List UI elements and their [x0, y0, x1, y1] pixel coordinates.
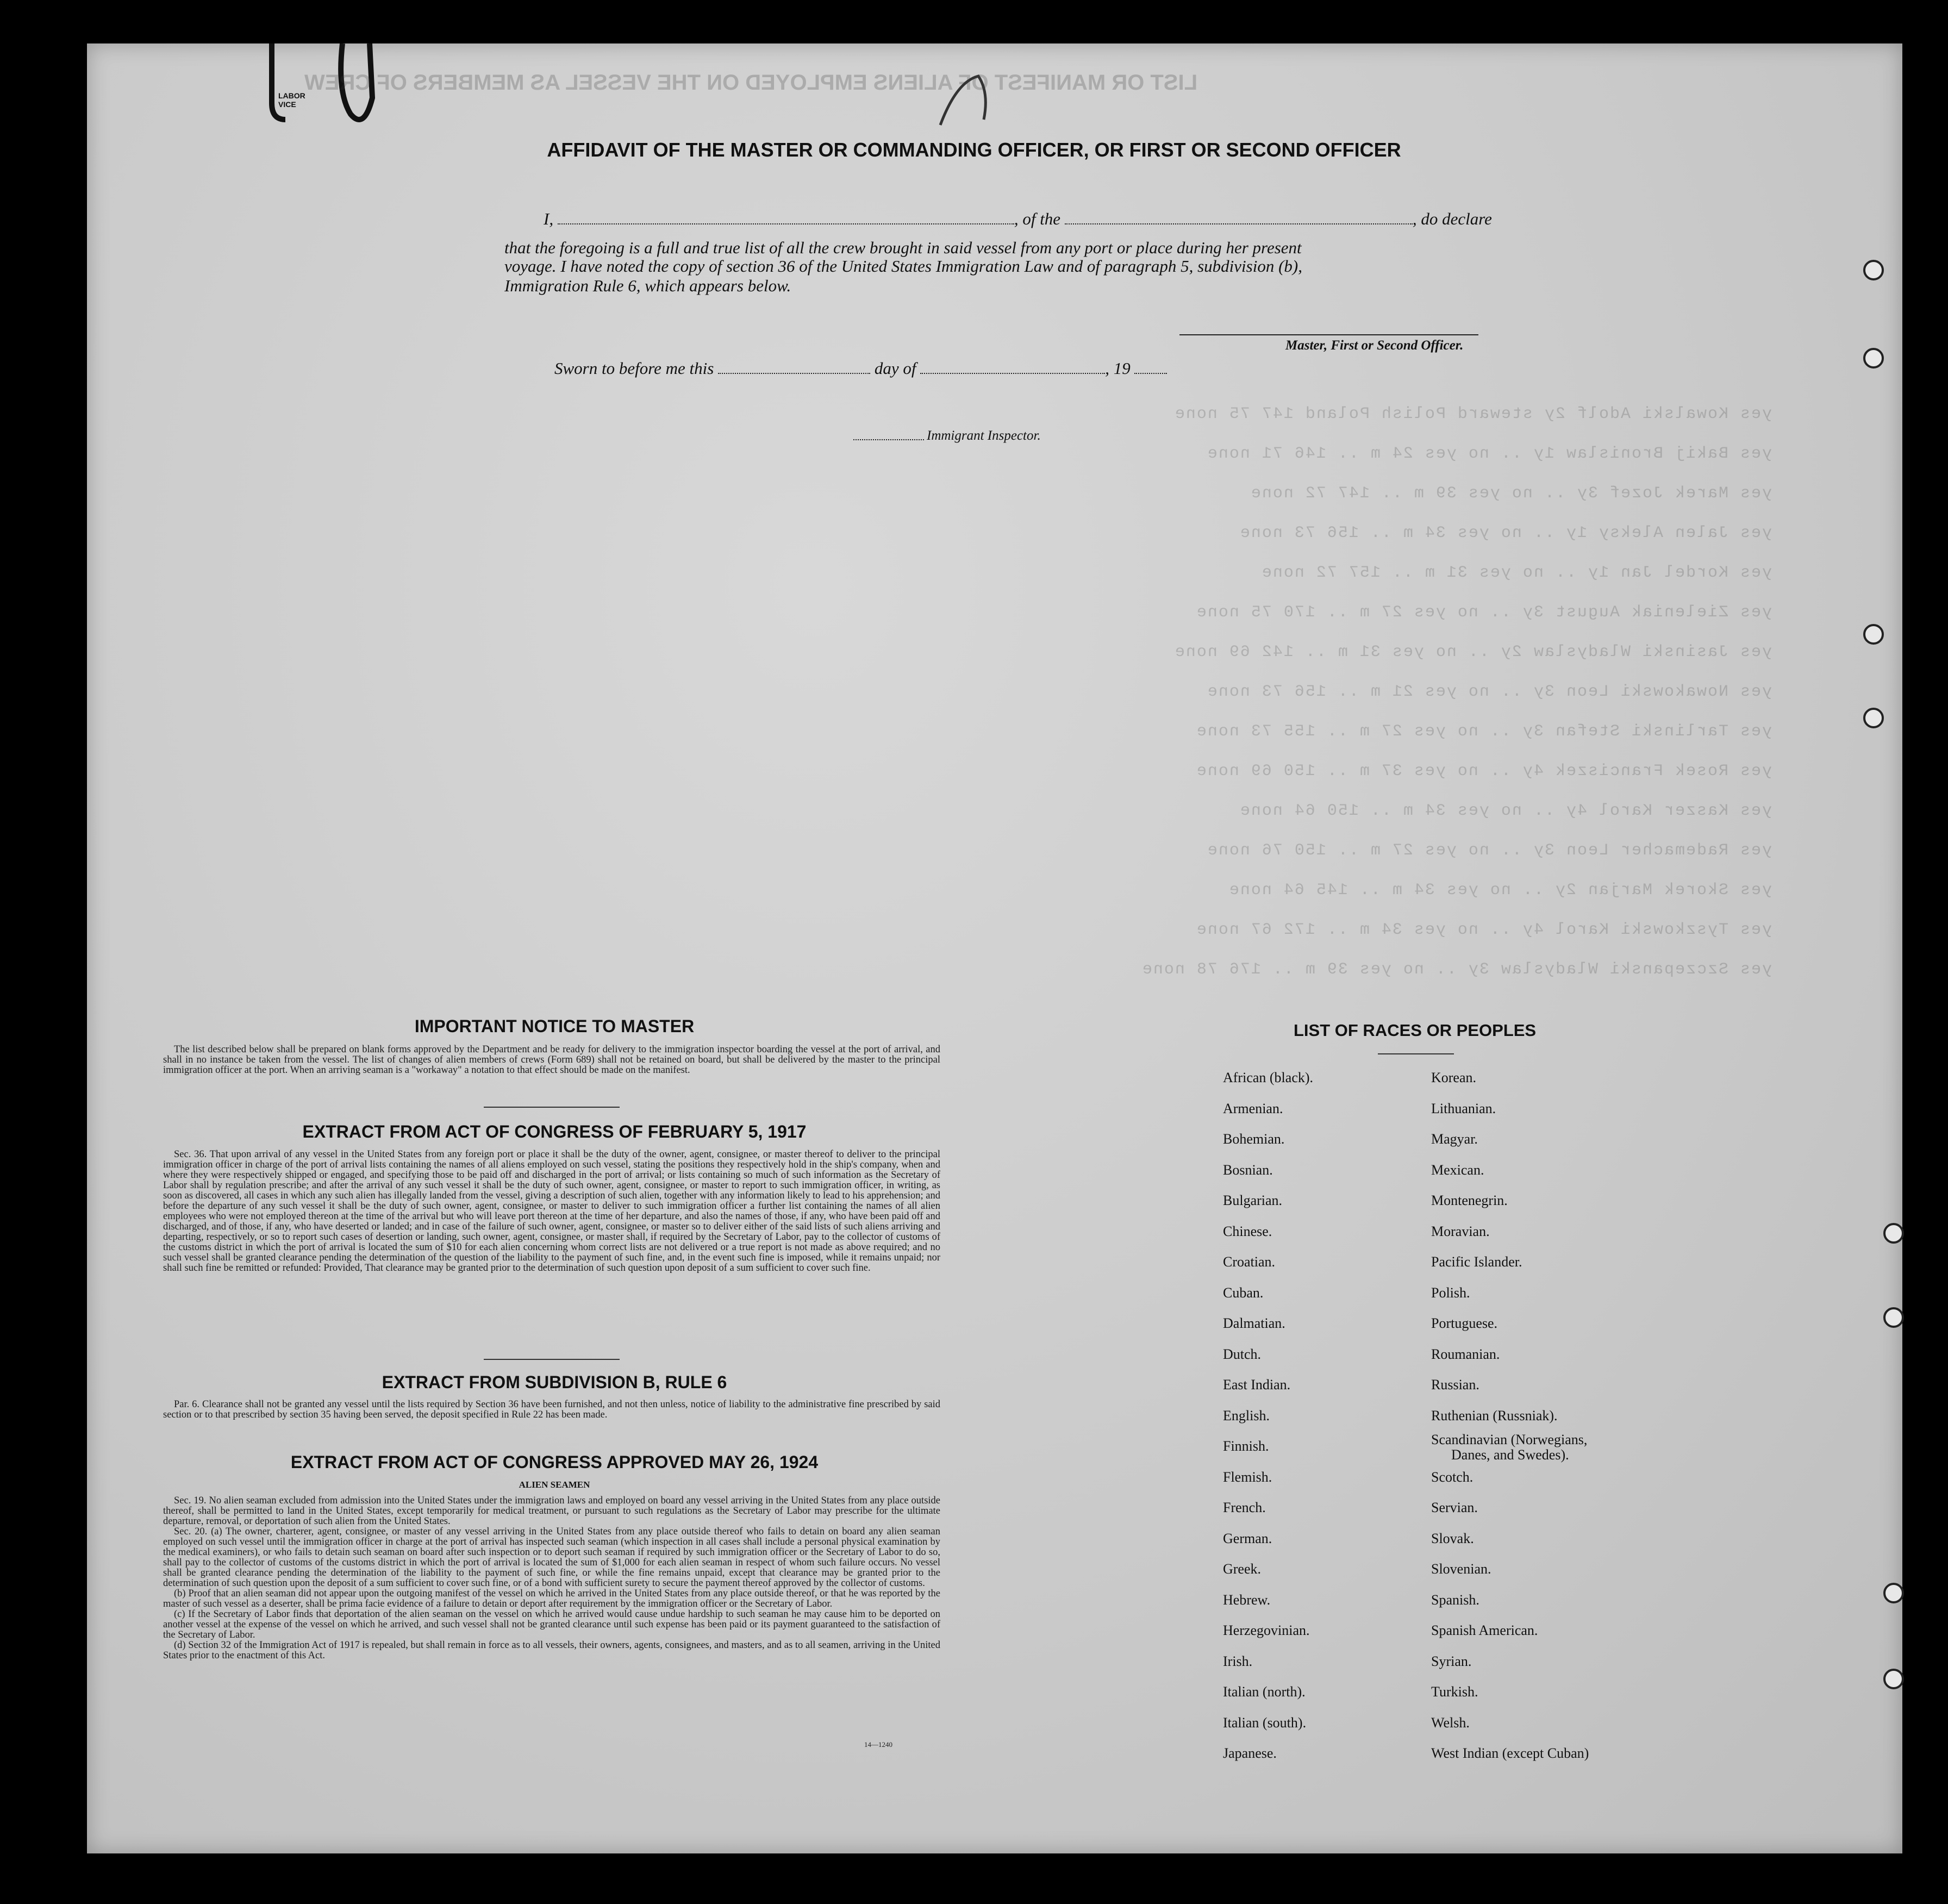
- race-item: Slovak.: [1431, 1530, 1474, 1546]
- punch-hole-3: [1863, 624, 1884, 645]
- race-item: Dalmatian.: [1223, 1315, 1285, 1331]
- extract-1924-text: [163, 1496, 940, 1661]
- extract-1924-title: EXTRACT FROM ACT OF CONGRESS APPROVED MAY 26, 1924: [290, 1452, 819, 1472]
- bleed-row: yes Rosek Franciszek 4y .. no yes 37 m .. 150 69 none: [1195, 762, 1772, 781]
- race-item: Mexican.: [1431, 1162, 1484, 1178]
- race-item: Polish.: [1431, 1284, 1470, 1301]
- extract-1924-subtitle: ALIEN SEAMEN: [519, 1479, 590, 1490]
- race-item: Italian (south).: [1223, 1714, 1307, 1731]
- races-title: LIST OF RACES OR PEOPLES: [1294, 1021, 1537, 1040]
- race-item: Chinese.: [1223, 1223, 1272, 1239]
- bleed-row: yes Skorek Marjan 2y .. no yes 34 m .. 145 64 none: [1228, 881, 1772, 900]
- punch-hole-7: [1883, 1583, 1904, 1603]
- punch-hole-6: [1883, 1307, 1904, 1328]
- race-item: Italian (north).: [1223, 1684, 1306, 1700]
- race-item: Lithuanian.: [1431, 1100, 1496, 1116]
- race-item: Spanish.: [1431, 1591, 1479, 1608]
- sec-20b-paragraph: (b) Proof that an alien seaman did not appear upon the outgoing manifest of the vessel on which he arrived in the United States from any place outside thereof, or that he was reported by the master of such vessel as a deserter, shall be prima facie evidence of a failure to detain or deport after requirement by the immigration officer or the Secretary of Labor.: [163, 1588, 940, 1609]
- race-item: Welsh.: [1431, 1714, 1470, 1731]
- master-signature-label: Master, First or Second Officer.: [1285, 338, 1464, 353]
- inspector-signature-label: Immigrant Inspector.: [927, 428, 1041, 443]
- extract-rule6-text: [163, 1400, 940, 1420]
- race-item: Bohemian.: [1223, 1131, 1285, 1147]
- affidavit-declare-line: [544, 209, 1492, 229]
- name-blank[interactable]: [558, 210, 1014, 224]
- race-item: Flemish.: [1223, 1469, 1272, 1485]
- extract-rule6-paragraph: Par. 6. Clearance shall not be granted any vessel until the lists required by Section 36 have been furnished, and not then unless, notice of liability to the administrative fine prescribed by said section or to that prescribed by section 35 having been served, the deposit specified in Rule 22 has been made.: [163, 1399, 940, 1420]
- notice-text: [163, 1045, 940, 1076]
- bleed-row: yes Kordel Jan 1y .. no yes 31 m .. 157 72 none: [1260, 564, 1772, 582]
- race-item: Greek.: [1223, 1561, 1262, 1577]
- sec-20d-paragraph: (d) Section 32 of the Immigration Act of 1917 is repealed, but shall remain in force as to all vessels, their owners, agents, consignees, and masters, and as to all seamen, arriving in the United States prior to the enactment of this Act.: [163, 1640, 940, 1661]
- race-item: English.: [1223, 1407, 1270, 1424]
- race-item: Scandinavian (Norwegians,: [1431, 1432, 1588, 1447]
- race-item: Bosnian.: [1223, 1162, 1273, 1178]
- day-of-text: day of: [874, 359, 916, 378]
- extract-rule6-title: EXTRACT FROM SUBDIVISION B, RULE 6: [382, 1372, 727, 1392]
- affidavit-line-3: voyage. I have noted the copy of section 36 of the United States Immigration Law and of paragraph 5, subdivision (b),: [504, 257, 1302, 276]
- sworn-text: Sworn to before me this: [554, 359, 714, 378]
- race-item: Hebrew.: [1223, 1591, 1271, 1608]
- race-item-continuation: Danes, and Swedes).: [1451, 1447, 1569, 1463]
- bleed-row: yes Bakij Bronislaw 1y .. no yes 24 m .. 146 71 none: [1206, 445, 1772, 463]
- punch-hole-1: [1863, 260, 1884, 280]
- race-item: German.: [1223, 1530, 1272, 1546]
- affidavit-line-4: Immigration Rule 6, which appears below.: [504, 276, 791, 295]
- bleed-row: yes Tyszkowski Karol 4y .. no yes 34 m .. 172 67 none: [1195, 921, 1772, 939]
- vessel-blank[interactable]: [1065, 210, 1413, 224]
- bleed-row: yes Marek Jozef 3y .. no yes 39 m .. 147 72 none: [1250, 484, 1772, 503]
- race-item: Magyar.: [1431, 1131, 1478, 1147]
- bleed-row: yes Jalen Aleksy 1y .. no yes 34 m .. 156 73 none: [1239, 524, 1772, 542]
- race-item: Spanish American.: [1431, 1622, 1538, 1638]
- sec-19-paragraph: Sec. 19. No alien seaman excluded from admission into the United States under the immigration laws and employed on board any vessel arriving in the United States from any place outside thereof, shall be permitted to land in the United States, except temporarily for medical treatment, or pursuant to such regulations as the Secretary of Labor may prescribe for the ultimate departure, removal, or deportation of such alien from the United States.: [163, 1495, 940, 1527]
- bleed-row: yes Nowakowski Leon 3y .. no yes 21 m .. 156 73 none: [1206, 683, 1772, 701]
- races-divider: [1378, 1053, 1454, 1054]
- bleed-row: yes Zieleniak August 3y .. no yes 27 m .. 170 75 none: [1195, 603, 1772, 622]
- race-item: African (black).: [1223, 1070, 1314, 1085]
- race-item: Japanese.: [1223, 1745, 1277, 1761]
- divider-1: [484, 1107, 620, 1108]
- inspector-signature-line[interactable]: [853, 439, 924, 440]
- race-item: Pacific Islander.: [1431, 1254, 1522, 1270]
- race-item: Korean.: [1431, 1070, 1477, 1085]
- race-item: Turkish.: [1431, 1684, 1478, 1700]
- bleed-row: yes Jasinski Wladyslaw 2y .. no yes 31 m .. 142 69 none: [1173, 643, 1772, 661]
- year-prefix: , 19: [1105, 359, 1131, 378]
- form-number: 14—1240: [864, 1740, 892, 1749]
- bleed-row: yes Kowalski Adolf 2y steward Polish Poland 147 75 none: [1173, 405, 1772, 423]
- bleed-row: yes Szczepanski Wladyslaw 3y .. no yes 39 m .. 176 78 none: [1141, 960, 1772, 979]
- sworn-line: [554, 359, 1167, 378]
- race-item: Croatian.: [1223, 1254, 1276, 1270]
- race-item: East Indian.: [1223, 1377, 1291, 1393]
- race-item: Moravian.: [1431, 1223, 1490, 1239]
- stub-line-1: LABOR: [278, 91, 305, 100]
- sworn-month-blank[interactable]: [920, 360, 1105, 374]
- sworn-year-blank[interactable]: [1134, 360, 1167, 374]
- race-item: Russian.: [1431, 1377, 1479, 1393]
- extract-1917-title: EXTRACT FROM ACT OF CONGRESS OF FEBRUARY 5, 1917: [302, 1122, 807, 1141]
- notice-title: IMPORTANT NOTICE TO MASTER: [414, 1016, 695, 1036]
- sworn-day-blank[interactable]: [718, 360, 870, 374]
- race-item: Portuguese.: [1431, 1315, 1498, 1331]
- race-item: Bulgarian.: [1223, 1193, 1283, 1208]
- sec-20c-paragraph: (c) If the Secretary of Labor finds that deportation of the alien seaman on the vessel on which he arrived would cause undue hardship to such seaman he may cause him to be deported on another vessel at the expense of the vessel on which he arrived, and such vessel shall not be granted clearance until such expense has been paid or its payment guaranteed to the satisfaction of the Secretary of Labor.: [163, 1609, 940, 1640]
- aff-do-declare: , do declare: [1412, 209, 1492, 228]
- race-item: Armenian.: [1223, 1100, 1283, 1116]
- affidavit-line-2: that the foregoing is a full and true list of all the crew brought in said vessel from any port or place during her present: [504, 238, 1302, 257]
- bleed-row: yes Rademacher Leon 3y .. no yes 27 m .. 150 76 none: [1206, 841, 1772, 860]
- race-item: Servian.: [1431, 1500, 1478, 1515]
- race-item: Herzegovinian.: [1223, 1622, 1310, 1638]
- race-item: French.: [1223, 1500, 1266, 1515]
- race-item: Dutch.: [1223, 1346, 1262, 1362]
- race-item: Ruthenian (Russniak).: [1431, 1407, 1558, 1424]
- bleed-row: yes Kaszer Karol 4y .. no yes 34 m .. 150 64 none: [1239, 802, 1772, 820]
- bleed-row: yes Tarlinski Stefan 3y .. no yes 27 m .. 155 73 none: [1195, 722, 1772, 741]
- aff-of-the: , of the: [1014, 209, 1061, 228]
- aff-i: I,: [544, 209, 554, 228]
- race-item: Montenegrin.: [1431, 1193, 1508, 1208]
- divider-2: [484, 1359, 620, 1360]
- race-item: Roumanian.: [1431, 1346, 1500, 1362]
- race-item: Syrian.: [1431, 1653, 1472, 1669]
- punch-hole-5: [1883, 1223, 1904, 1244]
- notice-paragraph: The list described below shall be prepared on blank forms approved by the Department and be ready for delivery to the immigration inspector boarding the vessel at the port of arrival, and shall in no instance be taken from the vessel. The list of changes of alien members of crews (Form 689) shall not be retained on board, but shall be delivered by the master to the principal immigration officer at the port. When an arriving seaman is a "workaway" a notation to that effect should be made on the manifest.: [163, 1044, 940, 1076]
- extract-1917-text: [163, 1150, 940, 1274]
- extract-1917-paragraph: Sec. 36. That upon arrival of any vessel in the United States from any foreign port or place it shall be the duty of the owner, agent, consignee, or master thereof to deliver to the principal immigration officer in charge of the port of arrival lists containing the names of all aliens employed on such vessel, stating the positions they respectively hold in the ship's company, when and where they were respectively shipped or engaged, and specifying those to be paid off and discharged in the port of arrival; or lists containing so much of such information as the Secretary of Labor shall by regulation prescribe; and after the arrival of any such vessel it shall be the duty of such owner, agent, consignee, or master to report to such immigration officer, in writing, as soon as discovered, all cases in which any such alien has illegally landed from the vessel, giving a description of such alien, together with any information likely to lead to his apprehension; and before the departure of any such vessel it shall be the duty of such owner, agent, consignee, or master to deliver to such immigration officer a further list containing the names of all alien employees who were not employed thereon at the time of the arrival but who will leave port thereon at the time of her departure, and also the names of those, if any, who have been paid off and discharged, and of those, if any, who have deserted or landed; and in case of the failure of such owner, agent, consignee, or master so to deliver either of the said lists of such aliens arriving and departing, respectively, or so to report such cases of desertion or landing, such owner, agent, consignee, or master shall, if required by the Secretary of Labor, pay to the collector of customs of the customs district in which the port of arrival is located the sum of $10 for each alien concerning whom correct lists are not delivered or a true report is not made as above required; and no such vessel shall be granted clearance pending the determination of the question of the liability to the payment of such fine, and, in the event such fine is imposed, while it remains unpaid; nor shall such fine be remitted or refunded: Provided, That clearance may be granted prior to the determination of such question upon deposit of a sum sufficient to cover such fine.: [163, 1149, 940, 1274]
- punch-hole-2: [1863, 348, 1884, 369]
- race-item: West Indian (except Cuban): [1431, 1745, 1589, 1761]
- race-item: Cuban.: [1223, 1284, 1264, 1301]
- sec-20a-paragraph: Sec. 20. (a) The owner, charterer, agent, consignee, or master of any vessel arriving in the United States from any place outside thereof who fails to detain on board any alien seaman employed on such vessel until the immigration officer in charge at the port of arrival has inspected such seaman (which inspection in all cases shall include a personal physical examination by the medical examiners), or who fails to detain such seaman on board after such inspection or to deport such seaman if required by such immigration officer or the Secretary of Labor to do so, shall pay to the collector of customs of the customs district in which the port of arrival is located the sum of $1,000 for each alien seaman in respect of whom such failure occurs. No vessel shall be granted clearance pending the determination of the liability to the payment of such fine, or while the fine remains unpaid, except that clearance may be granted prior to the determination of such question upon the deposit of a sum sufficient to cover such fine, or of a bond with sufficient surety to secure the payment thereof approved by the collector of customs.: [163, 1526, 940, 1589]
- race-item: Finnish.: [1223, 1438, 1269, 1454]
- race-item: Scotch.: [1431, 1469, 1474, 1485]
- bleed-through-title: LIST OR MANIFEST OF ALIENS EMPLOYED ON THE VESSEL AS MEMBERS OF CREW: [304, 71, 1198, 95]
- master-signature-line[interactable]: [1179, 334, 1478, 335]
- punch-hole-4: [1863, 708, 1884, 728]
- stub-line-2: VICE: [278, 100, 296, 109]
- race-item: Slovenian.: [1431, 1561, 1491, 1577]
- affidavit-title: AFFIDAVIT OF THE MASTER OR COMMANDING OFFICER, OR FIRST OR SECOND OFFICER: [547, 139, 1401, 161]
- punch-hole-8: [1883, 1669, 1904, 1689]
- race-item: Irish.: [1223, 1653, 1253, 1669]
